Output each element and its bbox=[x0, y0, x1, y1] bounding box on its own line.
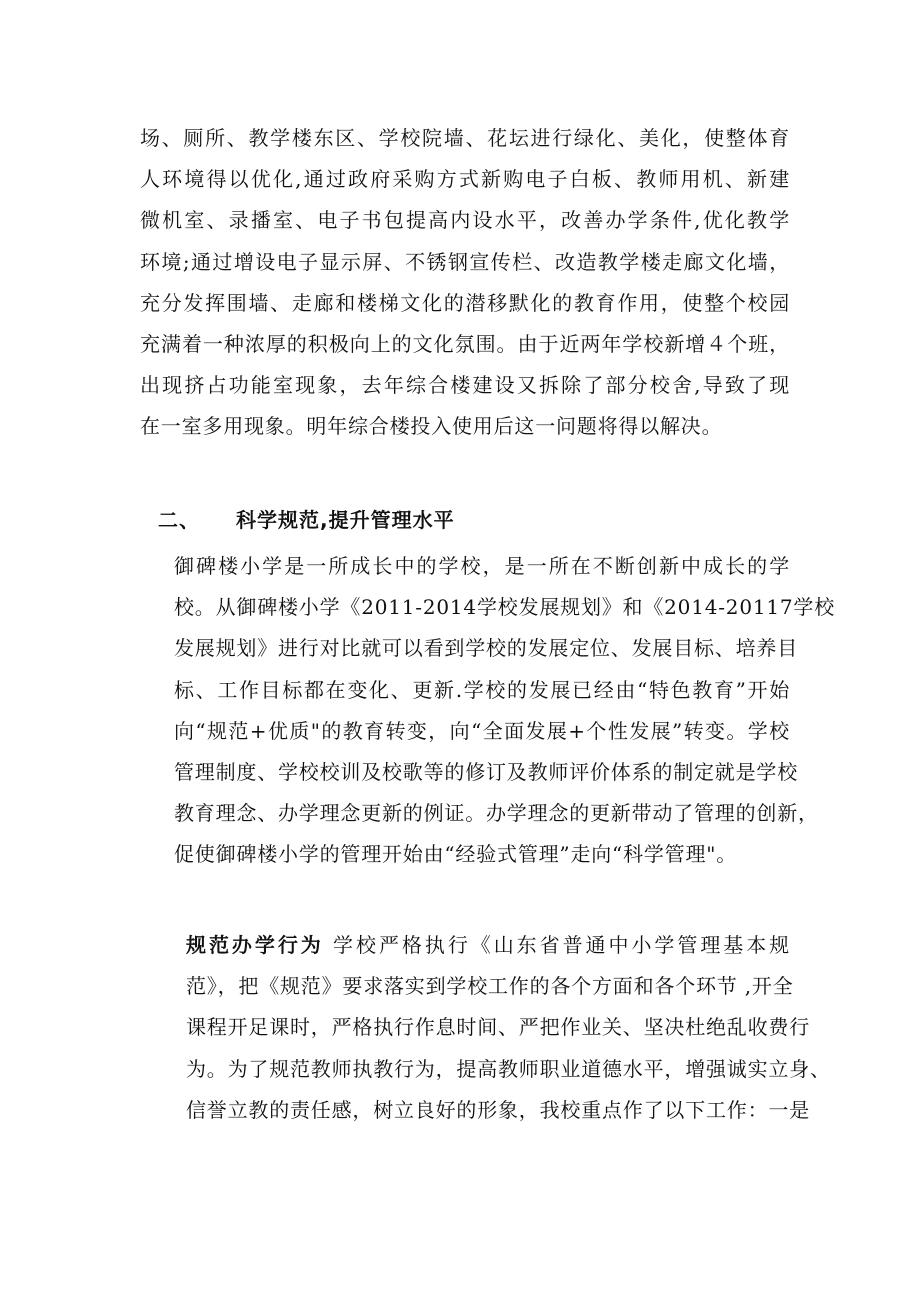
paragraph-line: 校。从御碑楼小学《2011-2014学校发展规划》和《2014-20117学校 bbox=[174, 595, 836, 620]
section-title: 科学规范,提升管理水平 bbox=[236, 508, 455, 532]
paragraph-line: 管理制度、学校校训及校歌等的修订及教师评价体系的制定就是学校 bbox=[174, 760, 798, 785]
paragraph-line: 课程开足课时，严格执行作息时间、严把作业关、坚决杜绝乱收费行 bbox=[186, 1015, 810, 1040]
paragraph-line-rest: 学校严格执行《山东省普通中小学管理基本规 bbox=[323, 933, 790, 957]
section-number: 二、 bbox=[158, 508, 200, 532]
paragraph-line: 御碑楼小学是一所成长中的学校，是一所在不断创新中成长的学 bbox=[174, 554, 790, 578]
paragraph-management bbox=[140, 546, 836, 876]
paragraph-line: 微机室、录播室、电子书包提高内设水平，改善办学条件,优化教学 bbox=[140, 208, 790, 233]
paragraph-school-conduct bbox=[140, 925, 831, 1131]
paragraph-line: 充分发挥围墙、走廊和楼梯文化的潜移默化的教育作用，使整个校园 bbox=[140, 290, 790, 315]
paragraph-line: 发展规划》进行对比就可以看到学校的发展定位、发展目标、培养目 bbox=[174, 636, 798, 661]
paragraph-line: 向“规范+优质"的教育转变，向“全面发展+个性发展”转变。学校 bbox=[174, 718, 790, 743]
paragraph-line: 信誉立教的责任感，树立良好的形象，我校重点作了以下工作：一是 bbox=[186, 1097, 810, 1122]
paragraph-line: 为。为了规范教师执教行为，提高教师职业道德水平，增强诚实立身、 bbox=[186, 1056, 831, 1081]
paragraph-first-line bbox=[140, 925, 790, 966]
bold-lead-term: 规范办学行为 bbox=[186, 933, 324, 957]
paragraph-line: 人环境得以优化,通过政府采购方式新购电子白板、教师用机、新建 bbox=[140, 167, 790, 192]
paragraph-line: 场、厕所、教学楼东区、学校院墙、花坛进行绿化、美化，使整体育 bbox=[140, 126, 790, 150]
paragraph-line: 出现挤占功能室现象，去年综合楼建设又拆除了部分校舍,导致了现 bbox=[140, 373, 790, 398]
paragraph-line: 范》，把《规范》要求落实到学校工作的各个方面和各个环节 ,开全 bbox=[186, 974, 794, 999]
section-heading bbox=[158, 504, 455, 533]
paragraph-line: 充满着一种浓厚的积极向上的文化氛围。由于近两年学校新增４个班， bbox=[140, 332, 790, 357]
paragraph-line: 促使御碑楼小学的管理开始由“经验式管理”走向“科学管理"。 bbox=[174, 842, 738, 867]
paragraph-line: 环境;通过增设电子显示屏、不锈钢宣传栏、改造教学楼走廊文化墙， bbox=[140, 249, 790, 274]
paragraph-line: 教育理念、办学理念更新的例证。办学理念的更新带动了管理的创新， bbox=[174, 801, 819, 826]
paragraph-campus-environment bbox=[140, 118, 790, 448]
paragraph-line: 标、工作目标都在变化、更新.学校的发展已经由“特色教育”开始 bbox=[174, 677, 790, 702]
paragraph-line: 在一室多用现象。明年综合楼投入使用后这一问题将得以解决。 bbox=[140, 414, 723, 439]
